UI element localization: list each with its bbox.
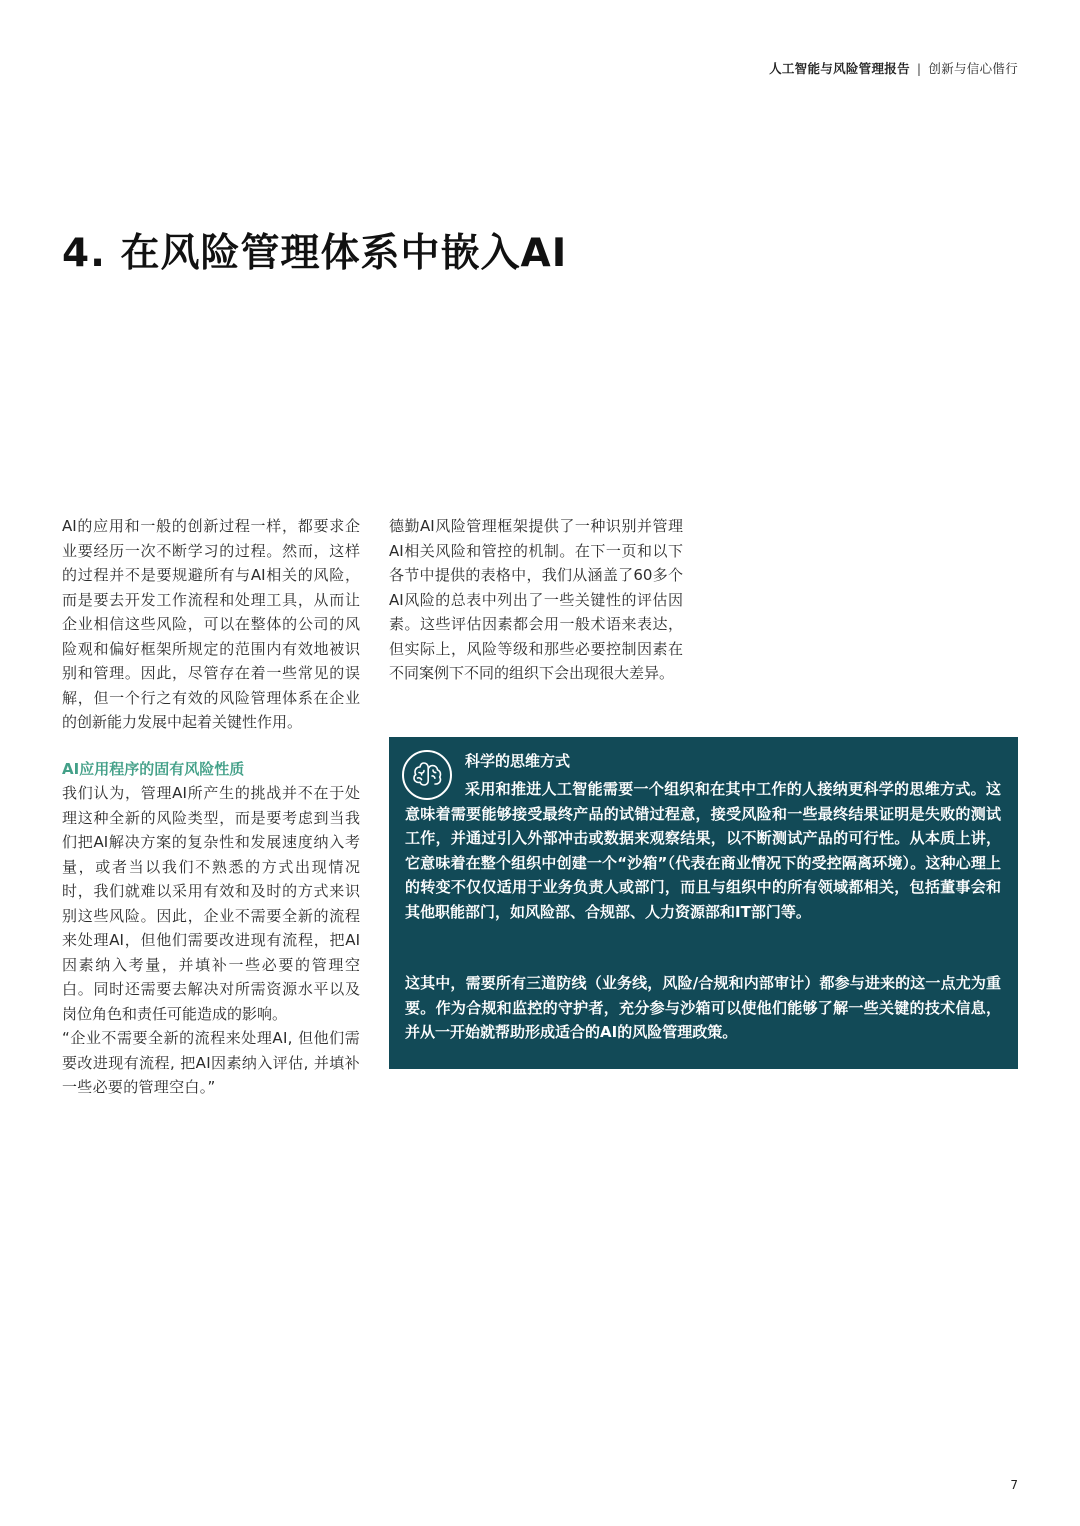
- left-column: [62, 514, 360, 1100]
- intro-paragraph: AI的应用和一般的创新过程一样，都要求企业要经历一次不断学习的过程。然而，这样的过程并不是要规避所有与AI相关的风险，而是要去开发工作流程和处理工具，从而让企业相信这些风险，可以在整体的公司的风险观和偏好框架所规定的范围内有效地被识别和管理。因此，尽管存在着一些常见的误解，但一个行之有效的风险管理体系在企业的创新能力发展中起着关键性作用。: [62, 517, 360, 731]
- callout-paragraph-1: 采用和推进人工智能需要一个组织和在其中工作的人接纳更科学的思维方式。这意味着需要能够接受最终产品的试错过程意，接受风险和一些最终结果证明是失败的测试工作，并通过引入外部冲击或数据来观察结果，以不断测试产品的可行性。从本质上讲，它意味着在整个组织中创建一个“沙箱”（代表在商业情况下的受控隔离环境）。这种心理上的转变不仅仅适用于业务负责人或部门，而且与组织中的所有领域都相关，包括董事会和其他职能部门，如风险部、合规部、人力资源部和IT部门等。: [405, 780, 1001, 921]
- middle-column: [389, 514, 683, 686]
- page-title: 4. 在风险管理体系中嵌入AI: [62, 231, 568, 276]
- section-paragraph: 我们认为，管理AI所产生的挑战并不在于处理这种全新的风险类型，而是要考虑到当我们把AI解决方案的复杂性和发展速度纳入考量，或者当以我们不熟悉的方式出现情况时，我们就难以采用有效和及时的方式来识别这些风险。因此，企业不需要全新的流程来处理AI，但他们需要改进现有流程，把AI因素纳入考量，并填补一些必要的管理空白。同时还需要去解决对所需资源水平以及岗位角色和责任可能造成的影响。: [62, 784, 360, 1023]
- framework-paragraph: 德勤AI风险管理框架提供了一种识别并管理AI相关风险和管控的机制。在下一页和以下各节中提供的表格中，我们从涵盖了60多个AI风险的总表中列出了一些关键性的评估因素。这些评估因素都会用一般术语来表达，但实际上，风险等级和那些必要控制因素在不同案例下不同的组织下会出现很大差异。: [389, 517, 683, 682]
- running-header: [769, 59, 1018, 77]
- pull-quote: “企业不需要全新的流程来处理AI, 但他们需要改进现有流程, 把AI因素纳入评估, 并填补一些必要的管理空白。”: [62, 1029, 360, 1096]
- section-heading: AI应用程序的固有风险性质: [62, 759, 245, 778]
- report-subtitle: 创新与信心偕行: [928, 61, 1018, 76]
- header-separator: |: [916, 61, 922, 76]
- callout-paragraph-2: 这其中，需要所有三道防线（业务线，风险/合规和内部审计）都参与进来的这一点尤为重要。作为合规和监控的守护者，充分参与沙箱可以使他们能够了解一些关键的技术信息，并从一开始就帮助形成适合的AI的风险管理政策。: [405, 974, 1001, 1041]
- callout-title: 科学的思维方式: [465, 752, 571, 770]
- report-title: 人工智能与风险管理报告: [769, 61, 910, 76]
- page-number: 7: [1010, 1478, 1018, 1492]
- callout-box: [389, 737, 1018, 1069]
